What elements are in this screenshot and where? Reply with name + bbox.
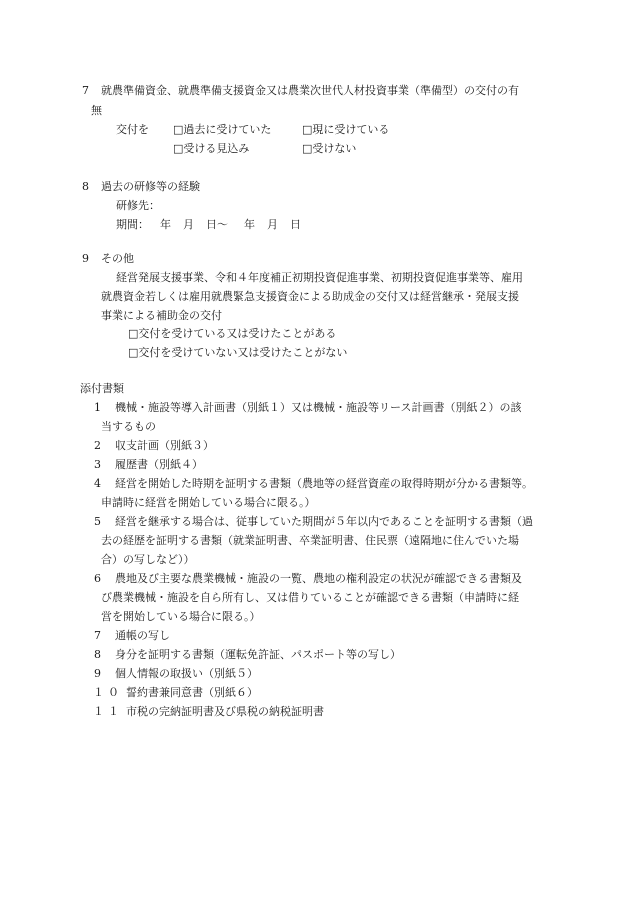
attachment-item-text-cont: 合）の写しなど））	[101, 553, 195, 566]
period-from-day: 日〜	[206, 218, 228, 231]
period-to-month: 月	[267, 218, 278, 231]
section-8-number: 8	[82, 180, 89, 193]
attachment-number: 5	[94, 515, 101, 528]
section-9-text-cont: 就農資金若しくは雇用就農緊急支援資金による助成金の交付又は経営継承・発展支援	[101, 290, 519, 303]
attachment-number: 1	[94, 401, 101, 414]
checkbox-subsidy-not-received[interactable]: □交付を受けていない又は受けたことがない	[128, 346, 348, 359]
attachment-item-text-cont: 申請時に経営を開始している場合に限る。）	[101, 496, 316, 509]
attachment-item-text: 身分を証明する書類（運転免許証、パスポート等の写し）	[115, 648, 401, 661]
attachment-number: 2	[94, 439, 101, 452]
period-from-month: 月	[183, 218, 194, 231]
section-9-text: 経営発展支援事業、令和４年度補正初期投資促進事業、初期投資促進事業等、雇用	[116, 271, 523, 284]
checkbox-expected-to-receive[interactable]: □受ける見込み	[173, 142, 250, 155]
attachment-item-text: 履歴書（別紙４）	[115, 458, 203, 471]
attachment-item-text: 誓約書兼同意書（別紙６）	[126, 686, 258, 699]
attachment-number: 8	[94, 648, 101, 661]
attachment-number: 9	[94, 667, 101, 680]
period-to-day: 日	[290, 218, 301, 231]
attachments-heading: 添付書類	[80, 382, 124, 395]
attachment-item-text: 経営を継承する場合は、従事していた期間が５年以内であることを証明する書類（過	[115, 515, 533, 528]
attachment-item-text-cont: 去の経歴を証明する書類（就業証明書、卒業証明書、住民票（遠隔地に住んでいた場	[101, 534, 519, 547]
attachment-number: 4	[94, 477, 101, 490]
training-place-label: 研修先：	[116, 199, 160, 212]
section-7-label: 交付を	[116, 123, 149, 136]
attachment-item-text: 通帳の写し	[115, 629, 170, 642]
attachment-item-text: 個人情報の取扱い（別紙５）	[115, 667, 258, 680]
attachment-item-text: 市税の完納証明書及び県税の納税証明書	[126, 705, 324, 718]
section-7-text-cont: 無	[91, 104, 102, 117]
attachment-item-text: 機械・施設等導入計画書（別紙１）又は機械・施設等リース計画書（別紙２）の該	[115, 401, 522, 414]
attachment-number: 6	[94, 572, 101, 585]
attachment-item-text-cont: び農業機械・施設を自ら所有し、又は借りていることが確認できる書類（申請時に経	[101, 591, 519, 604]
attachment-item-text-cont: 営を開始している場合に限る。）	[101, 610, 261, 623]
checkbox-subsidy-received[interactable]: □交付を受けている又は受けたことがある	[128, 327, 337, 340]
period-from-year: 年	[160, 218, 171, 231]
checkbox-currently-receiving[interactable]: □現に受けている	[302, 123, 390, 136]
section-8-title: 過去の研修等の経験	[101, 180, 200, 193]
attachment-item-text: 農地及び主要な農業機械・施設の一覧、農地の権利設定の状況が確認できる書類及	[115, 572, 522, 585]
attachment-number: １１	[93, 705, 123, 718]
attachment-number: １０	[93, 686, 123, 699]
attachment-item-text: 収支計画（別紙３）	[115, 439, 214, 452]
section-7-number: 7	[82, 84, 89, 97]
section-9-title: その他	[101, 252, 134, 265]
period-to-year: 年	[244, 218, 255, 231]
attachment-item-text-cont: 当するもの	[101, 420, 156, 433]
attachment-item-text: 経営を開始した時期を証明する書類（農地等の経営資産の取得時期が分かる書類等。	[115, 477, 533, 490]
attachment-number: 7	[94, 629, 101, 642]
attachment-number: 3	[94, 458, 101, 471]
section-9-text-cont: 事業による補助金の交付	[101, 309, 222, 322]
section-9-number: 9	[82, 252, 89, 265]
checkbox-not-receiving[interactable]: □受けない	[302, 142, 357, 155]
checkbox-past-received[interactable]: □過去に受けていた	[173, 123, 272, 136]
training-period-label: 期間：	[116, 218, 149, 231]
section-7-text: 就農準備資金、就農準備支援資金又は農業次世代人材投資事業（準備型）の交付の有	[101, 84, 519, 97]
